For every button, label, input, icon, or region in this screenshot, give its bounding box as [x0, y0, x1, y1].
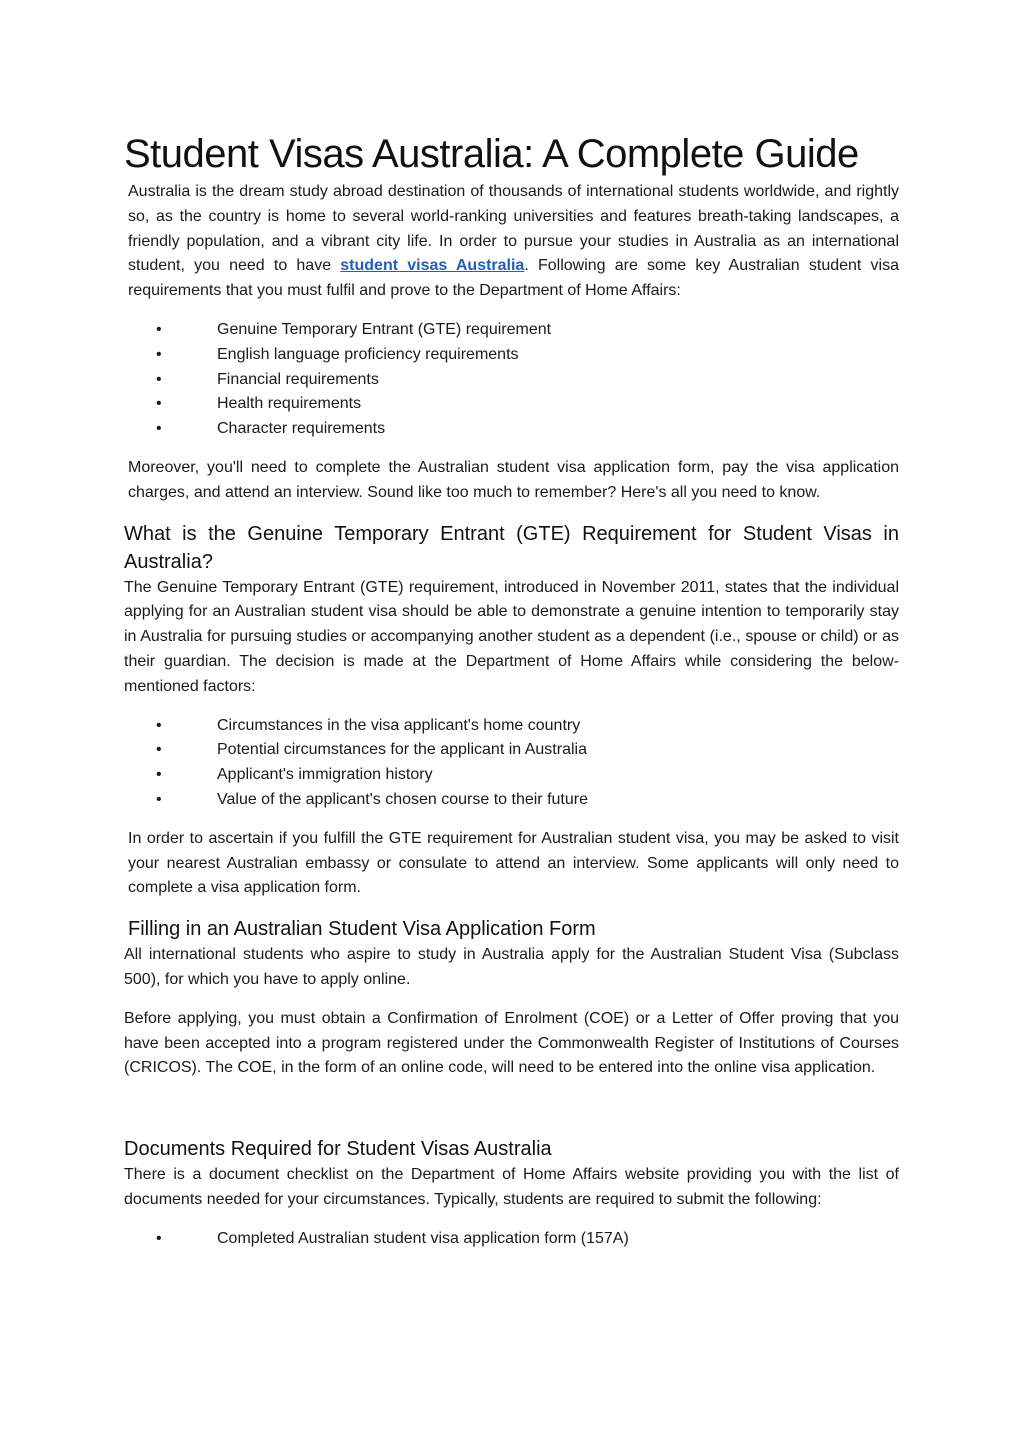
- list-item: [124, 714, 899, 739]
- gte-closing-paragraph: In order to ascertain if you fulfill the GTE requirement for Australian student visa, you may be asked to visit your nearest Australian embassy or consulate to attend an interview. Some applicants will only need to complete a visa application form.: [128, 829, 899, 897]
- list-item: [124, 1227, 899, 1252]
- list-item: [124, 368, 899, 393]
- gte-section-heading: What is the Genuine Temporary Entrant (GTE) Requirement for Student Visas in Australia?: [124, 522, 899, 573]
- list-item: [124, 738, 899, 763]
- bullet-glyph: •: [156, 345, 162, 363]
- intro-paragraph: [124, 180, 899, 304]
- bullet-glyph: •: [156, 395, 162, 413]
- moreover-paragraph: Moreover, you'll need to complete the Australian student visa application form, pay the visa application charges, and attend an interview. Sound like too much to remember? Here's all you need to know.: [128, 458, 899, 501]
- documents-section-body: There is a document checklist on the Department of Home Affairs website providing you with the list of documents needed for your circumstances. Typically, students are required to submit the following:: [124, 1166, 899, 1208]
- list-item-text: Genuine Temporary Entrant (GTE) requirement: [217, 320, 552, 338]
- bullet-glyph: •: [156, 716, 162, 734]
- bullet-glyph: •: [156, 320, 162, 338]
- list-item-text: Circumstances in the visa applicant's home country: [217, 716, 581, 734]
- list-item-text: Potential circumstances for the applicant in Australia: [217, 741, 587, 759]
- list-item-text: Character requirements: [217, 420, 386, 438]
- list-item: [124, 417, 899, 442]
- intro-text-after-link: . Following are some key Australian student visa requirements that you must fulfil and prove to the Department of Home Affairs:: [128, 257, 900, 300]
- form-section-heading: Filling in an Australian Student Visa Application Form: [128, 918, 596, 941]
- bullet-glyph: •: [156, 741, 162, 759]
- list-item-text: English language proficiency requirements: [217, 345, 519, 363]
- bullet-glyph: •: [156, 420, 162, 438]
- gte-factors-list: [124, 714, 899, 813]
- bullet-glyph: •: [156, 790, 162, 808]
- document-page: [124, 128, 899, 1266]
- list-item: [124, 788, 899, 813]
- list-item: [124, 392, 899, 417]
- list-item: [124, 763, 899, 788]
- documents-section-heading: Documents Required for Student Visas Australia: [124, 1138, 552, 1161]
- form-section-body-1: All international students who aspire to study in Australia apply for the Australian Student Visa (Subclass 500), for which you have to apply online.: [124, 946, 899, 988]
- requirements-list: [124, 318, 899, 442]
- list-item-text: Value of the applicant's chosen course to their future: [217, 790, 588, 808]
- list-item-text: Applicant's immigration history: [217, 766, 433, 784]
- bullet-glyph: •: [156, 370, 162, 388]
- intro-text-before-link: Australia is the dream study abroad destination of thousands of international students worldwide, and rightly so, as the country is home to several world-ranking universities and features breath-taking landscapes, a friendly population, and a vibrant city life. In order to pursue your studies in Australia as an international student, you need to have: [128, 183, 899, 275]
- form-section-body-2: Before applying, you must obtain a Confirmation of Enrolment (COE) or a Letter of Offer proving that you have been accepted into a program registered under the Commonwealth Register of Institutions of Courses (CRICOS). The COE, in the form of an online code, will need to be entered into the online visa application.: [124, 1009, 899, 1077]
- bullet-glyph: •: [156, 766, 162, 784]
- documents-list: [124, 1227, 899, 1252]
- list-item: [124, 318, 899, 343]
- list-item-text: Completed Australian student visa application form (157A): [217, 1229, 629, 1247]
- gte-section-body: The Genuine Temporary Entrant (GTE) requirement, introduced in November 2011, states that the individual applying for an Australian student visa should be able to demonstrate a genuine intention to temporarily stay in Australia for pursuing studies or accompanying another student as a dependent (i.e., spouse or child) or as their guardian. The decision is made at the Department of Home Affairs while considering the below-mentioned factors:: [124, 578, 899, 695]
- list-item-text: Health requirements: [217, 395, 362, 413]
- student-visas-australia-link[interactable]: student visas Australia: [340, 257, 525, 275]
- list-item: [124, 343, 899, 368]
- list-item-text: Financial requirements: [217, 370, 379, 388]
- bullet-glyph: •: [156, 1229, 162, 1247]
- page-title: Student Visas Australia: A Complete Guide: [124, 132, 859, 176]
